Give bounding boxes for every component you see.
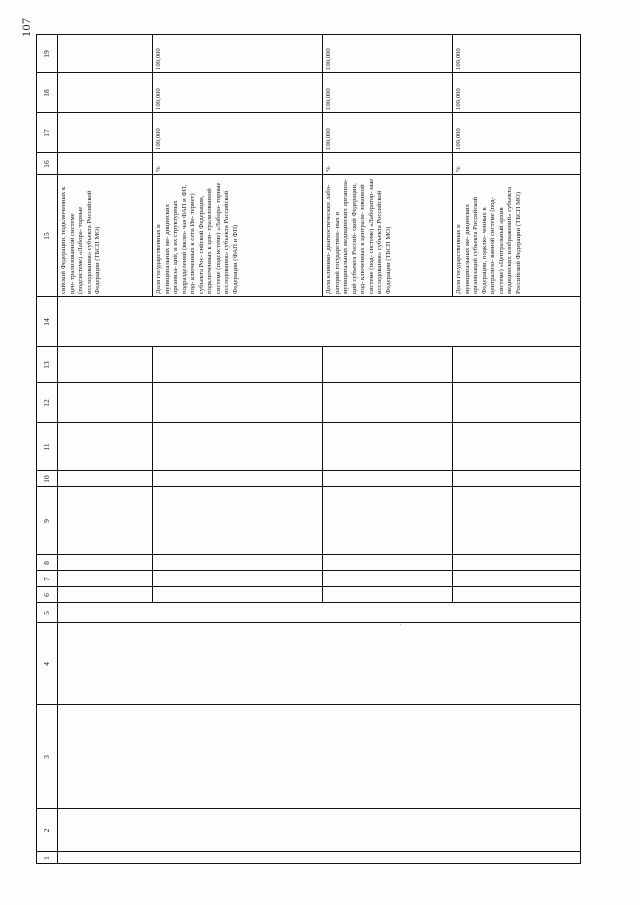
col-sep: [36, 851, 581, 852]
col-number: 15: [42, 232, 51, 240]
col-number: 18: [42, 89, 51, 97]
value-cell: 100,000: [155, 48, 162, 70]
row-sep-left: [322, 347, 323, 603]
value-cell: 100,000: [155, 88, 162, 110]
table-left-border: [36, 863, 581, 864]
col-number: 2: [42, 828, 51, 833]
indicator-name: Доля государственных и муниципальных ме- дицинских организаций субъекта Российской Федерации, подклю- ченных к централизо- ванной системе (под- системе) «Центральный архив медицинских изображений» субъекта Российской Федерации (ТБСП МО): [455, 186, 522, 294]
row-sep-left: [152, 347, 153, 603]
col-sep: [36, 586, 581, 587]
unit-cell: %: [325, 166, 332, 172]
unit-cell: %: [455, 166, 462, 172]
col-number: 3: [42, 755, 51, 759]
col-sep: [36, 622, 581, 623]
col-number: 14: [42, 318, 51, 326]
value-cell: 100,000: [455, 48, 462, 70]
col-sep: [36, 72, 581, 73]
col-sep: [36, 704, 581, 705]
col-number: 4: [42, 662, 51, 666]
col-sep: [36, 296, 581, 297]
row-sep-right: [322, 34, 323, 297]
col-sep: [36, 470, 581, 471]
scan-speck: [400, 624, 401, 625]
unit-cell: %: [155, 166, 162, 172]
col-number: 8: [42, 561, 51, 565]
row-sep-right: [452, 34, 453, 297]
col-sep: [36, 346, 581, 347]
col-number: 17: [42, 129, 51, 137]
col-number: 13: [42, 361, 51, 369]
value-cell: 100,000: [455, 88, 462, 110]
table-top-border: [36, 34, 37, 864]
row-sep-left: [452, 347, 453, 603]
col-number: 12: [42, 399, 51, 407]
header-row-line: [57, 34, 58, 864]
col-number: 7: [42, 577, 51, 581]
indicator-name: Доля клинико- диагностических лабо- раторий государствен- ных и муниципальных медицинских организа- ций субъекта Россий- ской Федерации, под- ключенных к централи- зованной системе (под- системе) «Лаборатор- ные исследования» субъекта Российской Федерации (ТБСП МО): [325, 178, 392, 294]
value-cell: 100,000: [155, 128, 162, 150]
col-number: 6: [42, 593, 51, 597]
row-sep-right: [152, 34, 153, 297]
col-number: 19: [42, 50, 51, 58]
col-number: 11: [42, 443, 51, 451]
col-number: 10: [42, 475, 51, 483]
col-sep: [36, 602, 581, 603]
value-cell: 100,000: [325, 128, 332, 150]
col-number: 9: [42, 519, 51, 523]
col-number: 1: [42, 856, 51, 860]
value-cell: 100,000: [325, 48, 332, 70]
col-sep: [36, 486, 581, 487]
page-number: 107: [19, 17, 33, 37]
indicator-name: Доля государственных и муниципальных ме- дицинских организа- ций, и их структурных подразделений (вклю- чая ФАП и ФП, под- ключенных к сети Ин- тернет) субъекта Рос- сийской Федерации, подключенных к цен- трализованной системе (подсистеме) «Лабора- торные исследования» субъекта Российской Федерации (ФАП и ФП): [155, 182, 239, 294]
col-sep: [36, 570, 581, 571]
value-cell: 100,000: [455, 128, 462, 150]
col-sep: [36, 422, 581, 423]
col-sep: [36, 382, 581, 383]
col-number: 5: [42, 611, 51, 615]
col-sep: [36, 174, 581, 175]
col-sep: [36, 112, 581, 113]
table-right-border: [36, 34, 581, 35]
col-number: 16: [42, 160, 51, 168]
col-sep: [36, 554, 581, 555]
table-bottom-border: [580, 34, 581, 864]
col-sep: [36, 808, 581, 809]
value-cell: 100,000: [325, 88, 332, 110]
col-sep: [36, 152, 581, 153]
indicator-name: сийской Федерации, подключенных к цен- трализованной системе (подсистеме) «Лабора- торные исследования» субъекта Российской Федерации (ТБСП МО): [60, 186, 101, 294]
